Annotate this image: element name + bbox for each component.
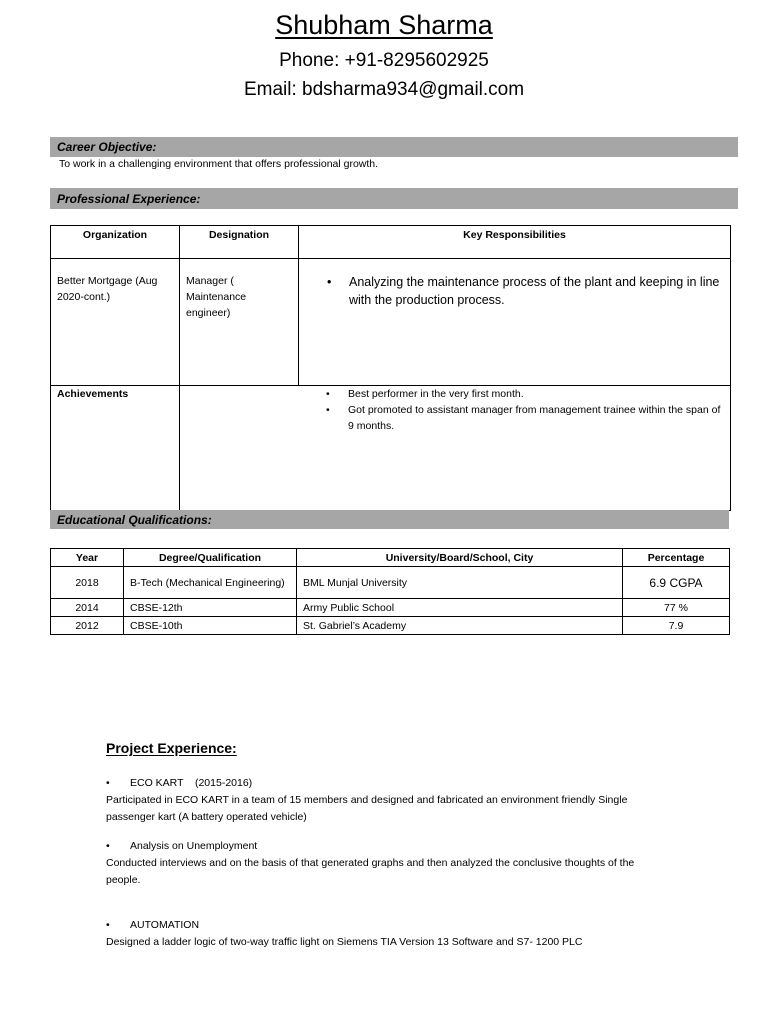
project-item (106, 917, 666, 951)
project-experience-heading: Project Experience: (106, 740, 237, 756)
experience-header-row (51, 226, 731, 259)
responsibilities-list (327, 273, 724, 309)
achievements-row (51, 386, 731, 511)
list-item: • Got promoted to assistant manager from management trainee within the span of 9 months. (326, 404, 721, 432)
experience-table (50, 225, 731, 511)
bullet-icon: • (327, 275, 332, 289)
column-header-designation: Designation (180, 226, 299, 259)
candidate-name: Shubham Sharma (275, 10, 493, 40)
score-cell: 77 % (623, 599, 730, 617)
achievements-list (326, 386, 724, 434)
institution-cell: Army Public School (297, 599, 623, 617)
project-description: Designed a ladder logic of two-way traffic light on Siemens TIA Version 13 Software and S7- 1200 PLC (106, 936, 583, 948)
project-description: Participated in ECO KART in a team of 15 members and designed and fabricated an environment friendly Single passenger kart (A battery operated vehicle) (106, 794, 628, 823)
education-table (50, 548, 730, 635)
column-header-year: Year (51, 549, 124, 567)
bullet-icon: • (326, 404, 330, 416)
column-header-organization: Organization (51, 226, 180, 259)
score-cell: 6.9 CGPA (623, 567, 730, 599)
project-description: Conducted interviews and on the basis of that generated graphs and then analyzed the conclusive thoughts of the people. (106, 857, 635, 886)
achievements-label: Achievements (51, 386, 180, 511)
institution-cell: St. Gabriel’s Academy (297, 617, 623, 635)
column-header-percentage: Percentage (623, 549, 730, 567)
year-cell: 2018 (51, 567, 124, 599)
achievements-cell (180, 386, 731, 511)
table-row (51, 617, 730, 635)
project-title: • Analysis on Unemployment (106, 838, 666, 855)
degree-cell: CBSE-10th (124, 617, 297, 635)
responsibilities-cell (299, 259, 731, 386)
year-cell: 2012 (51, 617, 124, 635)
education-heading (50, 510, 729, 529)
year-cell: 2014 (51, 599, 124, 617)
bullet-icon: • (326, 388, 330, 400)
column-header-institution: University/Board/School, City (297, 549, 623, 567)
bullet-icon: • (106, 840, 110, 852)
phone-line: Phone: +91-8295602925 (279, 50, 489, 71)
list-item: • Analyzing the maintenance process of the plant and keeping in line with the production process. (327, 275, 720, 307)
project-item (106, 838, 666, 889)
list-item: • Best performer in the very first month. (326, 388, 524, 400)
professional-experience-heading-text: Professional Experience: (57, 191, 201, 206)
project-item (106, 775, 666, 826)
bullet-icon: • (106, 777, 110, 789)
column-header-degree: Degree/Qualification (124, 549, 297, 567)
career-objective-text: To work in a challenging environment that offers professional growth. (59, 158, 379, 170)
experience-row (51, 259, 731, 386)
project-title: • AUTOMATION (106, 917, 666, 934)
degree-cell: CBSE-12th (124, 599, 297, 617)
email-line: Email: bdsharma934@gmail.com (243, 79, 525, 100)
institution-cell: BML Munjal University (297, 567, 623, 599)
career-objective-heading-text: Career Objective: (57, 140, 157, 154)
designation-cell: Manager ( Maintenance engineer) (180, 259, 299, 386)
organization-cell: Better Mortgage (Aug 2020-cont.) (51, 259, 180, 386)
degree-cell: B-Tech (Mechanical Engineering) (124, 567, 297, 599)
education-heading-text: Educational Qualifications: (57, 512, 212, 527)
education-header-row (51, 549, 730, 567)
professional-experience-heading (50, 188, 738, 209)
bullet-icon: • (106, 919, 110, 931)
project-title: • ECO KART (2015-2016) (106, 775, 666, 792)
table-row (51, 567, 730, 599)
table-row (51, 599, 730, 617)
column-header-responsibilities: Key Responsibilities (299, 226, 731, 259)
career-objective-heading (50, 137, 738, 157)
score-cell: 7.9 (623, 617, 730, 635)
